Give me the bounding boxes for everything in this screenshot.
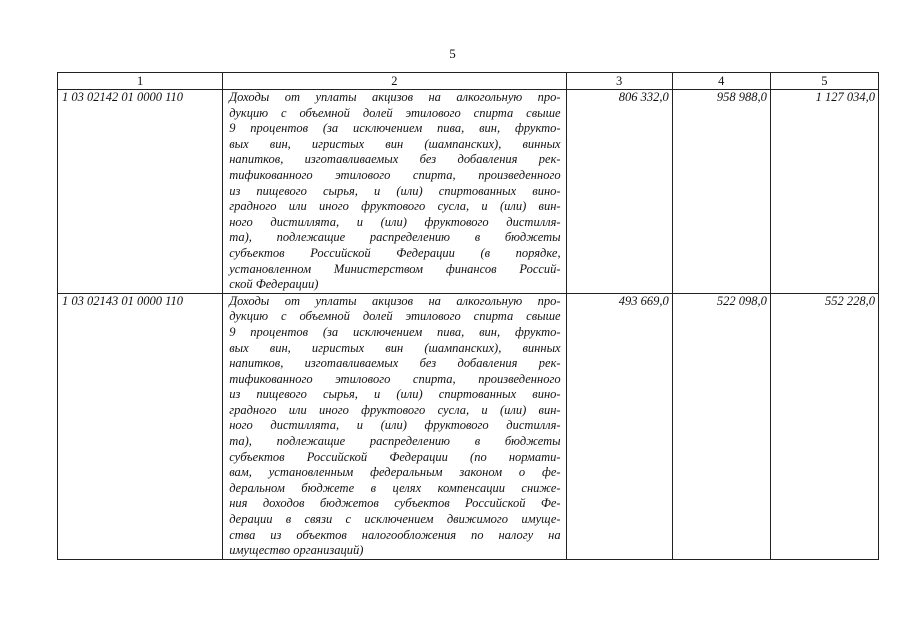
description-line: Доходы от уплаты акцизов на алкогольную про-	[229, 293, 561, 308]
description-line: имущество организаций)	[229, 543, 364, 558]
description-line: градного или иного фруктового сусла, и (или) вин-	[229, 402, 561, 417]
column-header-3: 3	[566, 73, 672, 90]
budget-table	[57, 72, 879, 560]
column-header-1: 1	[58, 73, 223, 90]
description-line: та), подлежащие распределению в бюджеты	[229, 230, 561, 245]
description-line: ской Федерации)	[229, 277, 319, 292]
value-cell-3: 493 669,0	[566, 293, 672, 559]
description-line: ства из объектов налогообложения по налогу на	[229, 527, 561, 542]
description-line: Доходы от уплаты акцизов на алкогольную про-	[229, 90, 561, 104]
value-cell-4: 522 098,0	[672, 293, 770, 559]
description-line: вых вин, игристых вин (шампанских), винных	[229, 136, 561, 151]
table-row	[58, 90, 879, 294]
description-cell	[223, 90, 566, 294]
value-cell-4: 958 988,0	[672, 90, 770, 294]
column-header-4: 4	[672, 73, 770, 90]
budget-code-cell: 1 03 02142 01 0000 110	[58, 90, 223, 294]
column-header-2: 2	[223, 73, 566, 90]
table-row	[58, 293, 879, 559]
description-line: та), подлежащие распределению в бюджеты	[229, 434, 561, 449]
table-header-row	[58, 73, 879, 90]
column-header-5: 5	[770, 73, 878, 90]
description-line: установленном Министерством финансов Россий-	[229, 261, 561, 276]
description-cell	[223, 293, 566, 559]
value-cell-3: 806 332,0	[566, 90, 672, 294]
description-line: дукцию с объемной долей этилового спирта свыше	[229, 309, 561, 324]
budget-code-cell: 1 03 02143 01 0000 110	[58, 293, 223, 559]
description-line: субъектов Российской Федерации (в порядке,	[229, 245, 561, 260]
description-line: дерации в связи с исключением движимого имуще-	[229, 512, 561, 527]
page-number: 5	[449, 46, 456, 61]
description-line: из пищевого сырья, и (или) спиртованных вино-	[229, 183, 561, 198]
description-line: вам, установленным федеральным законом о фе-	[229, 465, 561, 480]
description-line: из пищевого сырья, и (или) спиртованных вино-	[229, 387, 561, 402]
description-line: напитков, изготавливаемых без добавления рек-	[229, 356, 561, 371]
description-line: вых вин, игристых вин (шампанских), винных	[229, 340, 561, 355]
description-line: деральном бюджете в целях компенсации сниже-	[229, 480, 561, 495]
value-cell-5: 1 127 034,0	[770, 90, 878, 294]
description-line: ния доходов бюджетов субъектов Российской Фе-	[229, 496, 561, 511]
description-line: ного дистиллята, и (или) фруктового дистилля-	[229, 214, 561, 229]
description-line: тификованного этилового спирта, произведенного	[229, 371, 561, 386]
description-line: 9 процентов (за исключением пива, вин, фрукто-	[229, 121, 561, 136]
description-line: градного или иного фруктового сусла, и (или) вин-	[229, 199, 561, 214]
description-line: 9 процентов (за исключением пива, вин, фрукто-	[229, 324, 561, 339]
description-line: напитков, изготавливаемых без добавления рек-	[229, 152, 561, 167]
value-cell-5: 552 228,0	[770, 293, 878, 559]
description-line: ного дистиллята, и (или) фруктового дистилля-	[229, 418, 561, 433]
description-line: субъектов Российской Федерации (по нормати-	[229, 449, 561, 464]
description-line: дукцию с объемной долей этилового спирта свыше	[229, 105, 561, 120]
description-line: тификованного этилового спирта, произведенного	[229, 167, 561, 182]
